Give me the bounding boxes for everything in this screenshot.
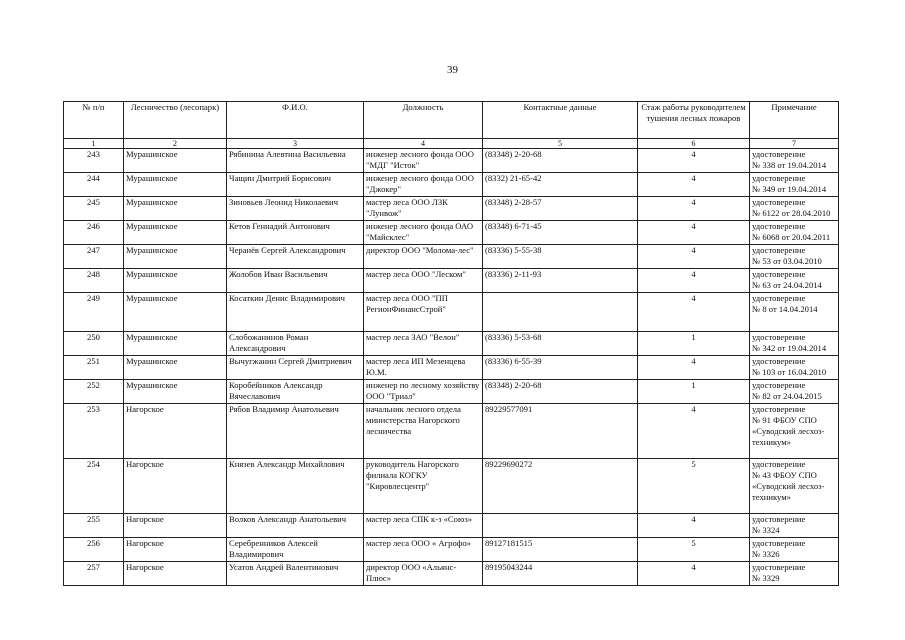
note-title: удостоверение	[752, 332, 806, 342]
note-detail: № 82 от 24.04.2015	[752, 391, 822, 401]
note-title: удостоверение	[752, 197, 806, 207]
row-number: 250	[64, 332, 124, 356]
row-number: 255	[64, 514, 124, 538]
contact-cell: (83336) 6-55-39	[483, 356, 638, 380]
col-number-7: 7	[750, 139, 839, 149]
note-title: удостоверение	[752, 293, 806, 303]
row-number: 248	[64, 269, 124, 293]
note-cell	[750, 173, 839, 197]
note-cell	[750, 269, 839, 293]
forest-fire-managers-table	[63, 101, 839, 586]
row-number: 246	[64, 221, 124, 245]
position-cell: директор ООО "Молома-лес"	[364, 245, 483, 269]
col-number-3: 3	[227, 139, 364, 149]
table-row	[64, 269, 839, 293]
name-cell: Зиновьев Леонид Николаевич	[227, 197, 364, 221]
col-number-1: 1	[64, 139, 124, 149]
table-row	[64, 332, 839, 356]
row-number: 253	[64, 404, 124, 459]
note-detail: № 3326	[752, 549, 780, 559]
note-detail: № 43 ФБОУ СПО «Суводский лесхоз-техникум»	[752, 470, 825, 502]
forestry-cell: Мурашинское	[124, 269, 227, 293]
note-title: удостоверение	[752, 173, 806, 183]
note-cell	[750, 245, 839, 269]
note-title: удостоверение	[752, 514, 806, 524]
table-row	[64, 149, 839, 173]
position-cell: инженер по лесному хозяйству ООО "Триал"	[364, 380, 483, 404]
forestry-cell: Мурашинское	[124, 380, 227, 404]
name-cell: Слобожанинов Роман Александрович	[227, 332, 364, 356]
note-title: удостоверение	[752, 538, 806, 548]
note-title: удостоверение	[752, 221, 806, 231]
note-cell	[750, 293, 839, 332]
experience-cell: 5	[638, 538, 750, 562]
note-detail: № 6122 от 28.04.2010	[752, 208, 831, 218]
experience-cell: 4	[638, 197, 750, 221]
note-title: удостоверение	[752, 356, 806, 366]
forestry-cell: Нагорское	[124, 459, 227, 514]
forestry-cell: Мурашинское	[124, 149, 227, 173]
note-detail: № 103 от 16.04.2010	[752, 367, 827, 377]
table-row	[64, 173, 839, 197]
contact-cell: (83348) 6-71-45	[483, 221, 638, 245]
note-detail: № 8 от 14.04.2014	[752, 304, 818, 314]
forestry-cell: Нагорское	[124, 538, 227, 562]
note-detail: № 338 от 19.04.2014	[752, 160, 827, 170]
contact-cell: (83348) 2-20-68	[483, 149, 638, 173]
experience-cell: 4	[638, 269, 750, 293]
experience-cell: 4	[638, 245, 750, 269]
position-cell: мастер леса ООО "ПП РегионФинансСтрой"	[364, 293, 483, 332]
name-cell: Косаткин Денис Владимирович	[227, 293, 364, 332]
position-cell: инженер лесного фонда ОАО "Майсклес"	[364, 221, 483, 245]
name-cell: Рябов Владимир Анатольевич	[227, 404, 364, 459]
note-cell	[750, 149, 839, 173]
forestry-cell: Мурашинское	[124, 221, 227, 245]
note-title: удостоверение	[752, 562, 806, 572]
contact-cell: 89127181515	[483, 538, 638, 562]
note-title: удостоверение	[752, 380, 806, 390]
position-cell: мастер леса ООО "Леском"	[364, 269, 483, 293]
row-number: 251	[64, 356, 124, 380]
note-cell	[750, 332, 839, 356]
position-cell: инженер лесного фонда ООО "Джокер"	[364, 173, 483, 197]
forestry-cell: Нагорское	[124, 514, 227, 538]
note-title: удостоверение	[752, 149, 806, 159]
position-cell: мастер леса ИП Мезенцева Ю.М.	[364, 356, 483, 380]
table-row	[64, 514, 839, 538]
name-cell: Рябинина Алевтина Васильевна	[227, 149, 364, 173]
name-cell: Коробейников Александр Вячеславович	[227, 380, 364, 404]
note-cell	[750, 562, 839, 586]
forestry-cell: Нагорское	[124, 404, 227, 459]
contact-cell: (8332) 21-65-42	[483, 173, 638, 197]
row-number: 252	[64, 380, 124, 404]
forestry-cell: Мурашинское	[124, 356, 227, 380]
forestry-cell: Мурашинское	[124, 197, 227, 221]
note-title: удостоверение	[752, 269, 806, 279]
name-cell: Волков Александр Анатольевич	[227, 514, 364, 538]
note-detail: № 6068 от 20.04.2011	[752, 232, 831, 242]
forestry-cell: Мурашинское	[124, 332, 227, 356]
col-header-number: № п/п	[64, 102, 124, 139]
contact-cell	[483, 293, 638, 332]
experience-cell: 4	[638, 356, 750, 380]
row-number: 247	[64, 245, 124, 269]
position-cell: руководитель Нагорского филиала КОГКУ "Кировлесцентр"	[364, 459, 483, 514]
note-detail: № 91 ФБОУ СПО «Суводский лесхоз-техникум»	[752, 415, 825, 447]
note-title: удостоверение	[752, 459, 806, 469]
position-cell: директор ООО «Альянс-Плюс»	[364, 562, 483, 586]
table-row	[64, 221, 839, 245]
table-body	[64, 149, 839, 586]
contact-cell: (83336) 5-55-38	[483, 245, 638, 269]
table-row	[64, 459, 839, 514]
position-cell: мастер леса ООО ЛЗК "Лунвож"	[364, 197, 483, 221]
contact-cell: 89229690272	[483, 459, 638, 514]
experience-cell: 4	[638, 514, 750, 538]
contact-cell: 89229577091	[483, 404, 638, 459]
name-cell: Чащин Дмитрий Борисович	[227, 173, 364, 197]
row-number: 254	[64, 459, 124, 514]
col-number-2: 2	[124, 139, 227, 149]
note-cell	[750, 538, 839, 562]
experience-cell: 1	[638, 380, 750, 404]
name-cell: Черанёв Сергей Александрович	[227, 245, 364, 269]
position-cell: мастер леса СПК к-з «Союз»	[364, 514, 483, 538]
note-detail: № 3324	[752, 525, 780, 535]
col-number-6: 6	[638, 139, 750, 149]
note-cell	[750, 380, 839, 404]
note-cell	[750, 514, 839, 538]
note-detail: № 53 от 03.04.2010	[752, 256, 822, 266]
name-cell: Князев Александр Михайлович	[227, 459, 364, 514]
forestry-cell: Мурашинское	[124, 293, 227, 332]
column-number-row	[64, 139, 839, 149]
contact-cell: 89195043244	[483, 562, 638, 586]
name-cell: Кетов Геннадий Антонович	[227, 221, 364, 245]
row-number: 244	[64, 173, 124, 197]
experience-cell: 4	[638, 293, 750, 332]
row-number: 256	[64, 538, 124, 562]
contact-cell: (83336) 5-53-68	[483, 332, 638, 356]
experience-cell: 1	[638, 332, 750, 356]
forestry-cell: Мурашинское	[124, 245, 227, 269]
header-row	[64, 102, 839, 139]
position-cell: инженер лесного фонда ООО "МДГ "Исток"	[364, 149, 483, 173]
col-number-4: 4	[364, 139, 483, 149]
row-number: 249	[64, 293, 124, 332]
note-detail: № 342 от 19.04.2014	[752, 343, 827, 353]
table-row	[64, 197, 839, 221]
col-number-5: 5	[483, 139, 638, 149]
contact-cell: (83336) 2-11-93	[483, 269, 638, 293]
forestry-cell: Нагорское	[124, 562, 227, 586]
contact-cell: (83348) 2-28-57	[483, 197, 638, 221]
note-detail: № 63 от 24.04.2014	[752, 280, 822, 290]
name-cell: Вычугжанин Сергей Дмитриевич	[227, 356, 364, 380]
col-header-name: Ф.И.О.	[227, 102, 364, 139]
note-title: удостоверение	[752, 245, 806, 255]
position-cell: мастер леса ЗАО "Велон"	[364, 332, 483, 356]
position-cell: начальник лесного отдела министерства Нагорского лесничества	[364, 404, 483, 459]
row-number: 245	[64, 197, 124, 221]
name-cell: Жолобов Иван Васильевич	[227, 269, 364, 293]
note-cell	[750, 221, 839, 245]
position-cell: мастер леса ООО « Агрофо»	[364, 538, 483, 562]
note-detail: № 349 от 19.04.2014	[752, 184, 827, 194]
note-title: удостоверение	[752, 404, 806, 414]
col-header-position: Должность	[364, 102, 483, 139]
table-row	[64, 404, 839, 459]
name-cell: Усатов Андрей Валентинович	[227, 562, 364, 586]
col-header-note: Примечание	[750, 102, 839, 139]
table-row	[64, 380, 839, 404]
forestry-cell: Мурашинское	[124, 173, 227, 197]
experience-cell: 4	[638, 221, 750, 245]
note-cell	[750, 197, 839, 221]
table-row	[64, 538, 839, 562]
contact-cell: (83348) 2-20-68	[483, 380, 638, 404]
note-cell	[750, 356, 839, 380]
note-detail: № 3329	[752, 573, 780, 583]
col-header-experience: Стаж работы руководителем тушения лесных пожаров	[638, 102, 750, 139]
col-header-contact: Контактные данные	[483, 102, 638, 139]
table-row	[64, 293, 839, 332]
row-number: 257	[64, 562, 124, 586]
contact-cell	[483, 514, 638, 538]
table-row	[64, 562, 839, 586]
page-number: 39	[447, 64, 458, 76]
experience-cell: 5	[638, 459, 750, 514]
row-number: 243	[64, 149, 124, 173]
note-cell	[750, 404, 839, 459]
table-row	[64, 356, 839, 380]
note-cell	[750, 459, 839, 514]
name-cell: Серебренников Алексей Владимирович	[227, 538, 364, 562]
experience-cell: 4	[638, 404, 750, 459]
col-header-forestry: Лесничество (лесопарк)	[124, 102, 227, 139]
experience-cell: 4	[638, 562, 750, 586]
experience-cell: 4	[638, 149, 750, 173]
table-row	[64, 245, 839, 269]
experience-cell: 4	[638, 173, 750, 197]
